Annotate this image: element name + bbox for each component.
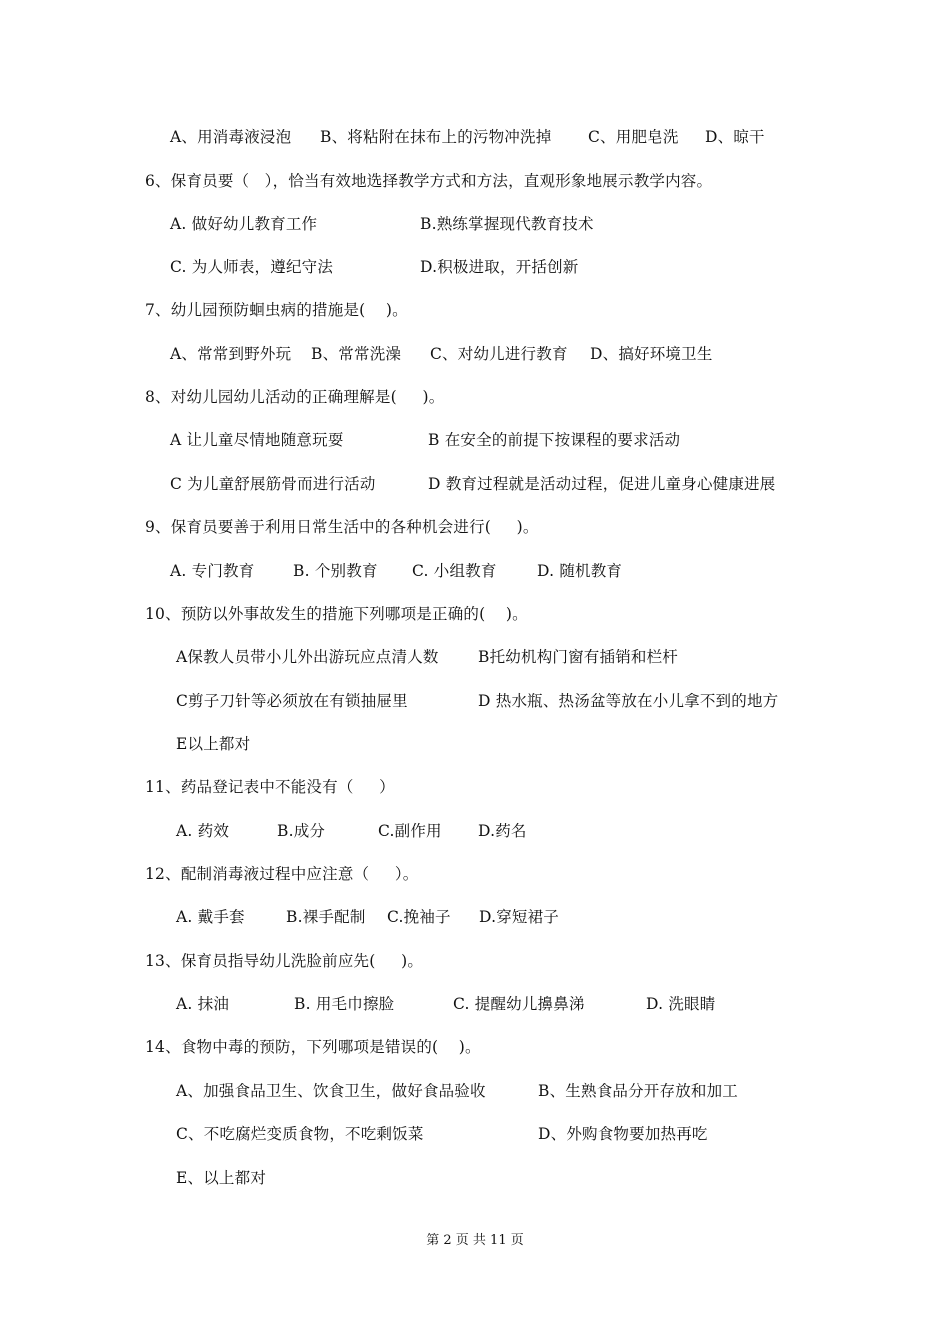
q9-option-c: C. 小组教育 xyxy=(412,562,497,580)
q14-option-a: A、加强食品卫生、饮食卫生，做好食品验收 xyxy=(176,1082,486,1100)
q10-option-c: C剪子刀针等必须放在有锁抽屉里 xyxy=(176,692,408,710)
q14-option-d: D、外购食物要加热再吃 xyxy=(538,1125,708,1143)
q11-option-b: B.成分 xyxy=(277,822,326,840)
q7-stem: 7、幼儿园预防蛔虫病的措施是( )。 xyxy=(145,301,408,319)
q6-option-d: D.积极进取，开括创新 xyxy=(420,258,579,276)
q6-stem: 6、保育员要（ ），恰当有效地选择教学方式和方法，直观形象地展示教学内容。 xyxy=(145,172,713,190)
q9-option-d: D. 随机教育 xyxy=(537,562,623,580)
q11-stem: 11、药品登记表中不能没有（ ） xyxy=(145,778,395,796)
q8-option-b: B 在安全的前提下按课程的要求活动 xyxy=(428,431,681,449)
q5-option-c: C、用肥皂洗 xyxy=(588,128,679,146)
q11-option-c: C.副作用 xyxy=(378,822,442,840)
q12-option-b: B.裸手配制 xyxy=(286,908,366,926)
q7-option-d: D、搞好环境卫生 xyxy=(590,345,713,363)
page-footer: 第 2 页 共 11 页 xyxy=(426,1233,524,1248)
q13-option-c: C. 提醒幼儿擤鼻涕 xyxy=(453,995,585,1013)
q8-option-a: A 让儿童尽情地随意玩耍 xyxy=(170,431,344,449)
q5-option-d: D、晾干 xyxy=(705,128,765,146)
q5-option-a: A、用消毒液浸泡 xyxy=(170,128,292,146)
q12-option-c: C.挽袖子 xyxy=(387,908,451,926)
q6-option-a: A. 做好幼儿教育工作 xyxy=(170,215,318,233)
q13-stem: 13、保育员指导幼儿洗脸前应先( )。 xyxy=(145,952,424,970)
q13-option-b: B. 用毛巾擦脸 xyxy=(294,995,395,1013)
q13-option-a: A. 抹油 xyxy=(176,995,230,1013)
q6-option-b: B.熟练掌握现代教育技术 xyxy=(420,215,594,233)
q12-option-d: D.穿短裙子 xyxy=(479,908,560,926)
q5-option-b: B、将粘附在抹布上的污物冲洗掉 xyxy=(320,128,552,146)
q9-option-a: A. 专门教育 xyxy=(170,562,255,580)
q14-option-b: B、生熟食品分开存放和加工 xyxy=(538,1082,738,1100)
q12-option-a: A. 戴手套 xyxy=(176,908,245,926)
q14-stem: 14、食物中毒的预防，下列哪项是错误的( )。 xyxy=(145,1038,481,1056)
q7-option-a: A、常常到野外玩 xyxy=(170,345,292,363)
q14-option-c: C、不吃腐烂变质食物，不吃剩饭菜 xyxy=(176,1125,424,1143)
q10-option-b: B托幼机构门窗有插销和栏杆 xyxy=(478,648,678,666)
q7-option-b: B、常常洗澡 xyxy=(311,345,402,363)
q10-option-d: D 热水瓶、热汤盆等放在小儿拿不到的地方 xyxy=(478,692,779,710)
q8-option-d: D 教育过程就是活动过程，促进儿童身心健康进展 xyxy=(428,475,776,493)
q14-option-e: E、以上都对 xyxy=(176,1169,267,1187)
q7-option-c: C、对幼儿进行教育 xyxy=(430,345,568,363)
q12-stem: 12、配制消毒液过程中应注意（ ）。 xyxy=(145,865,419,883)
q8-option-c: C 为儿童舒展筋骨而进行活动 xyxy=(170,475,376,493)
q9-stem: 9、保育员要善于利用日常生活中的各种机会进行( )。 xyxy=(145,518,539,536)
q10-option-a: A保教人员带小儿外出游玩应点清人数 xyxy=(176,648,439,666)
q6-option-c: C. 为人师表，遵纪守法 xyxy=(170,258,334,276)
q11-option-d: D.药名 xyxy=(478,822,527,840)
q11-option-a: A. 药效 xyxy=(176,822,230,840)
q13-option-d: D. 洗眼睛 xyxy=(646,995,716,1013)
q9-option-b: B. 个别教育 xyxy=(293,562,378,580)
q10-option-e: E以上都对 xyxy=(176,735,251,753)
q8-stem: 8、对幼儿园幼儿活动的正确理解是( )。 xyxy=(145,388,445,406)
q10-stem: 10、预防以外事故发生的措施下列哪项是正确的( )。 xyxy=(145,605,528,623)
